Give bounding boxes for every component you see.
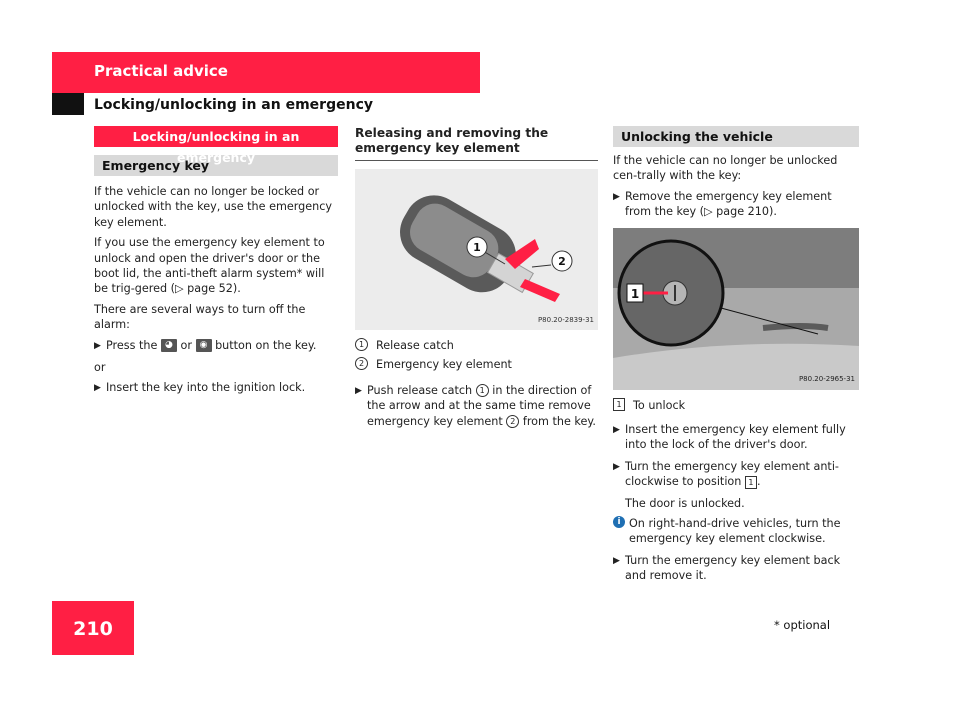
step-text: in the direction of the arrow and at the same time remove emergency key element	[367, 383, 592, 428]
step-text: Press the	[106, 338, 158, 352]
unlocking-heading: Unlocking the vehicle	[613, 126, 859, 147]
instruction-step	[613, 422, 859, 453]
svg-text:1: 1	[473, 241, 481, 254]
step-text: or	[180, 338, 192, 352]
column-3	[613, 126, 859, 590]
page-number: 210	[73, 618, 113, 640]
step-text: from the key.	[522, 414, 596, 428]
step-text: Turn the emergency key element anti-clockwise to position	[625, 459, 839, 489]
legend-number: 1	[355, 338, 368, 351]
arrow-icon: ▶	[613, 555, 620, 566]
legend-label: Release catch	[376, 339, 454, 352]
step-text: Insert the emergency key element fully into the lock of the driver's door.	[625, 423, 846, 452]
legend-item	[355, 357, 598, 372]
instruction-step	[613, 189, 859, 220]
instruction-step	[613, 553, 859, 584]
legend-item	[355, 338, 598, 353]
legend-label: Emergency key element	[376, 358, 512, 372]
paragraph: If you use the emergency key element to unlock and open the driver's door or the boot lid, the anti-theft alarm system* will be trig-gered (▷ page 52).	[94, 236, 325, 296]
svg-text:2: 2	[558, 255, 566, 268]
arrow-icon: ▶	[613, 461, 620, 472]
legend-item	[613, 398, 859, 413]
instruction-step	[613, 459, 859, 490]
emergency-key-heading: Emergency key	[94, 155, 338, 176]
info-text: On right-hand-drive vehicles, turn the emergency key element clockwise.	[629, 517, 841, 546]
inline-number: 1	[745, 476, 757, 489]
section-marker	[52, 93, 84, 115]
arrow-icon: ▶	[94, 340, 101, 351]
unlock-button-icon: ◕	[161, 339, 177, 352]
column-2	[355, 126, 598, 435]
instruction-step	[94, 338, 338, 354]
door-figure	[613, 228, 859, 390]
page-subheader: Locking/unlocking in an emergency	[94, 97, 373, 113]
paragraph: If the vehicle can no longer be unlocked cen-trally with the key:	[613, 154, 838, 183]
figure-position-label: 1	[630, 286, 640, 301]
inline-number: 1	[476, 384, 489, 397]
inline-number: 2	[506, 415, 519, 428]
release-key-heading: Releasing and removing the emergency key element	[355, 126, 598, 161]
step-text: Push release catch	[367, 383, 473, 397]
paragraph: There are several ways to turn off the alarm:	[94, 302, 306, 332]
arrow-icon: ▶	[613, 425, 620, 436]
info-note	[613, 516, 859, 547]
footnote: * optional	[774, 618, 831, 632]
instruction-step	[355, 383, 598, 429]
section-title: Practical advice	[94, 62, 228, 80]
step-text: button on the key.	[215, 338, 317, 352]
step-text: .	[756, 475, 761, 489]
legend-number: 1	[613, 398, 625, 411]
column-1	[94, 126, 338, 403]
info-icon: i	[613, 516, 625, 528]
legend-label: To unlock	[633, 398, 686, 412]
instruction-step	[94, 380, 338, 396]
step-text: Turn the emergency key element back and remove it.	[625, 553, 841, 583]
figure-code: P80.20-2839-31	[537, 315, 594, 324]
lock-button-icon: ◉	[196, 339, 212, 352]
step-text: Remove the emergency key element from the key (▷ page 210).	[625, 189, 832, 219]
door-illustration	[613, 228, 859, 390]
arrow-icon: ▶	[94, 383, 101, 394]
paragraph: If the vehicle can no longer be locked or unlocked with the key, use the emergency key element.	[94, 185, 332, 229]
key-figure	[355, 169, 598, 330]
red-heading: Locking/unlocking in an emergency	[94, 126, 338, 147]
result-text: The door is unlocked.	[625, 496, 745, 510]
or-text: or	[94, 361, 106, 375]
arrow-icon: ▶	[355, 385, 362, 396]
step-text: Insert the key into the ignition lock.	[106, 381, 306, 395]
arrow-icon: ▶	[613, 191, 620, 202]
key-illustration	[355, 169, 598, 330]
legend-number: 2	[355, 357, 368, 370]
figure-code: P80.20-2965-31	[798, 375, 855, 384]
